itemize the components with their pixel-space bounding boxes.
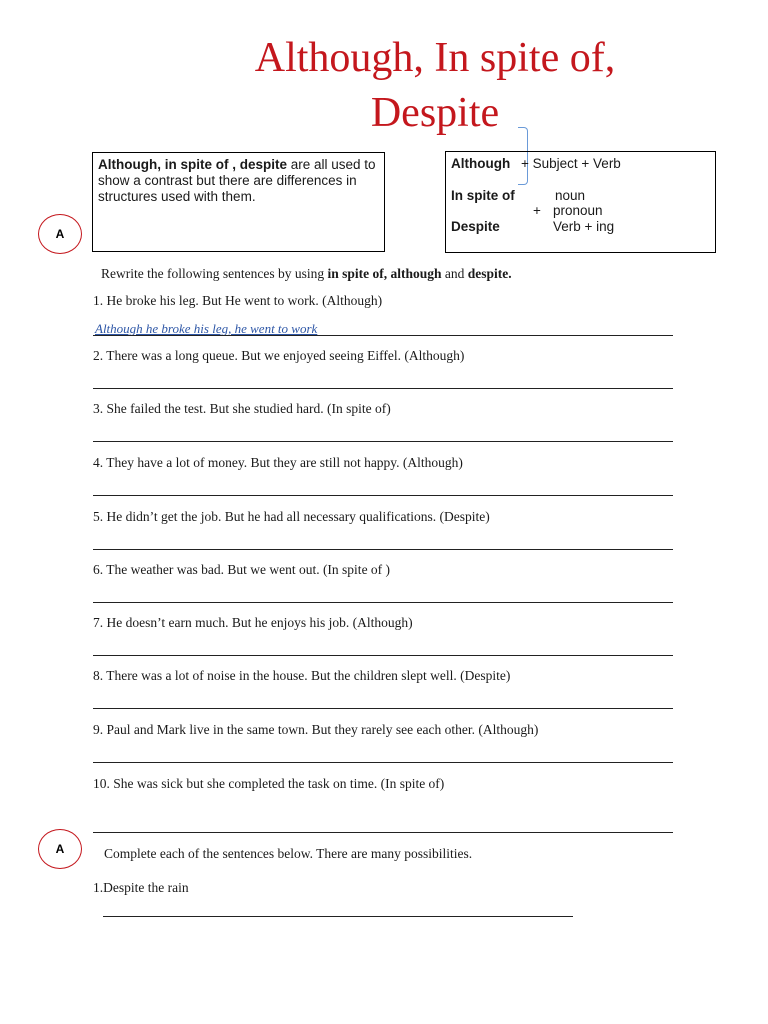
answer-line-7[interactable]: [93, 655, 673, 656]
info-box-text: are all used to show a contrast but there are differences in structures used with them.: [98, 157, 376, 204]
question-8: 8. There was a lot of noise in the house. But the children slept well. (Despite): [93, 668, 511, 683]
info-box: [92, 152, 385, 252]
section-a-badge: A: [38, 214, 82, 254]
question-7: 7. He doesn’t earn much. But he enjoys his job. (Although): [93, 615, 413, 630]
noun-text: noun: [555, 188, 586, 203]
plus-sign: +: [533, 203, 541, 218]
part2-question-1: 1.Despite the rain: [93, 880, 189, 895]
section-a-badge-2: A: [38, 829, 82, 869]
question-10: 10. She was sick but she completed the task on time. (In spite of): [93, 776, 445, 791]
question-3: 3. She failed the test. But she studied hard. (In spite of): [93, 401, 391, 416]
answer-line-8[interactable]: [93, 708, 673, 709]
question-9: 9. Paul and Mark live in the same town. But they rarely see each other. (Although): [93, 722, 539, 737]
instruction-complete: Complete each of the sentences below. There are many possibilities.: [104, 846, 473, 861]
despite-label: Despite: [451, 219, 500, 234]
part2-answer-line-1[interactable]: [103, 916, 573, 917]
although-label: Although: [451, 156, 511, 171]
question-2: 2. There was a long queue. But we enjoyed seeing Eiffel. (Although): [93, 348, 465, 363]
instruction-bold-2: despite.: [467, 266, 512, 281]
instruction-rewrite: [101, 266, 512, 282]
answer-line-6[interactable]: [93, 602, 673, 603]
answer-line-5[interactable]: [93, 549, 673, 550]
question-1: 1. He broke his leg. But He went to work. (Although): [93, 293, 383, 308]
instruction-bold-1: in spite of, although: [327, 266, 442, 281]
instruction-mid: and: [441, 266, 468, 281]
answer-line-2[interactable]: [93, 388, 673, 389]
example-answer: Although he broke his leg, he went to work: [95, 321, 318, 336]
info-box-bold-text: Although, in spite of , despite: [98, 157, 287, 172]
pronoun-text: pronoun: [553, 203, 603, 218]
question-6: 6. The weather was bad. But we went out. (In spite of ): [93, 562, 391, 577]
instruction-pre: Rewrite the following sentences by using: [101, 266, 328, 281]
answer-line-4[interactable]: [93, 495, 673, 496]
in-spite-of-label: In spite of: [451, 188, 515, 203]
question-4: 4. They have a lot of money. But they are still not happy. (Although): [93, 455, 463, 470]
answer-line-1[interactable]: [93, 335, 673, 336]
question-5: 5. He didn’t get the job. But he had all necessary qualifications. (Despite): [93, 509, 490, 524]
worksheet-title-line-1: Although, In spite of,: [254, 35, 616, 81]
although-rule: + Subject + Verb: [521, 156, 621, 171]
answer-line-10[interactable]: [93, 832, 673, 833]
verb-ing-text: Verb + ing: [553, 219, 615, 234]
answer-line-9[interactable]: [93, 762, 673, 763]
answer-line-3[interactable]: [93, 441, 673, 442]
worksheet-title-line-2: Despite: [370, 90, 500, 136]
structure-box: [445, 151, 716, 253]
